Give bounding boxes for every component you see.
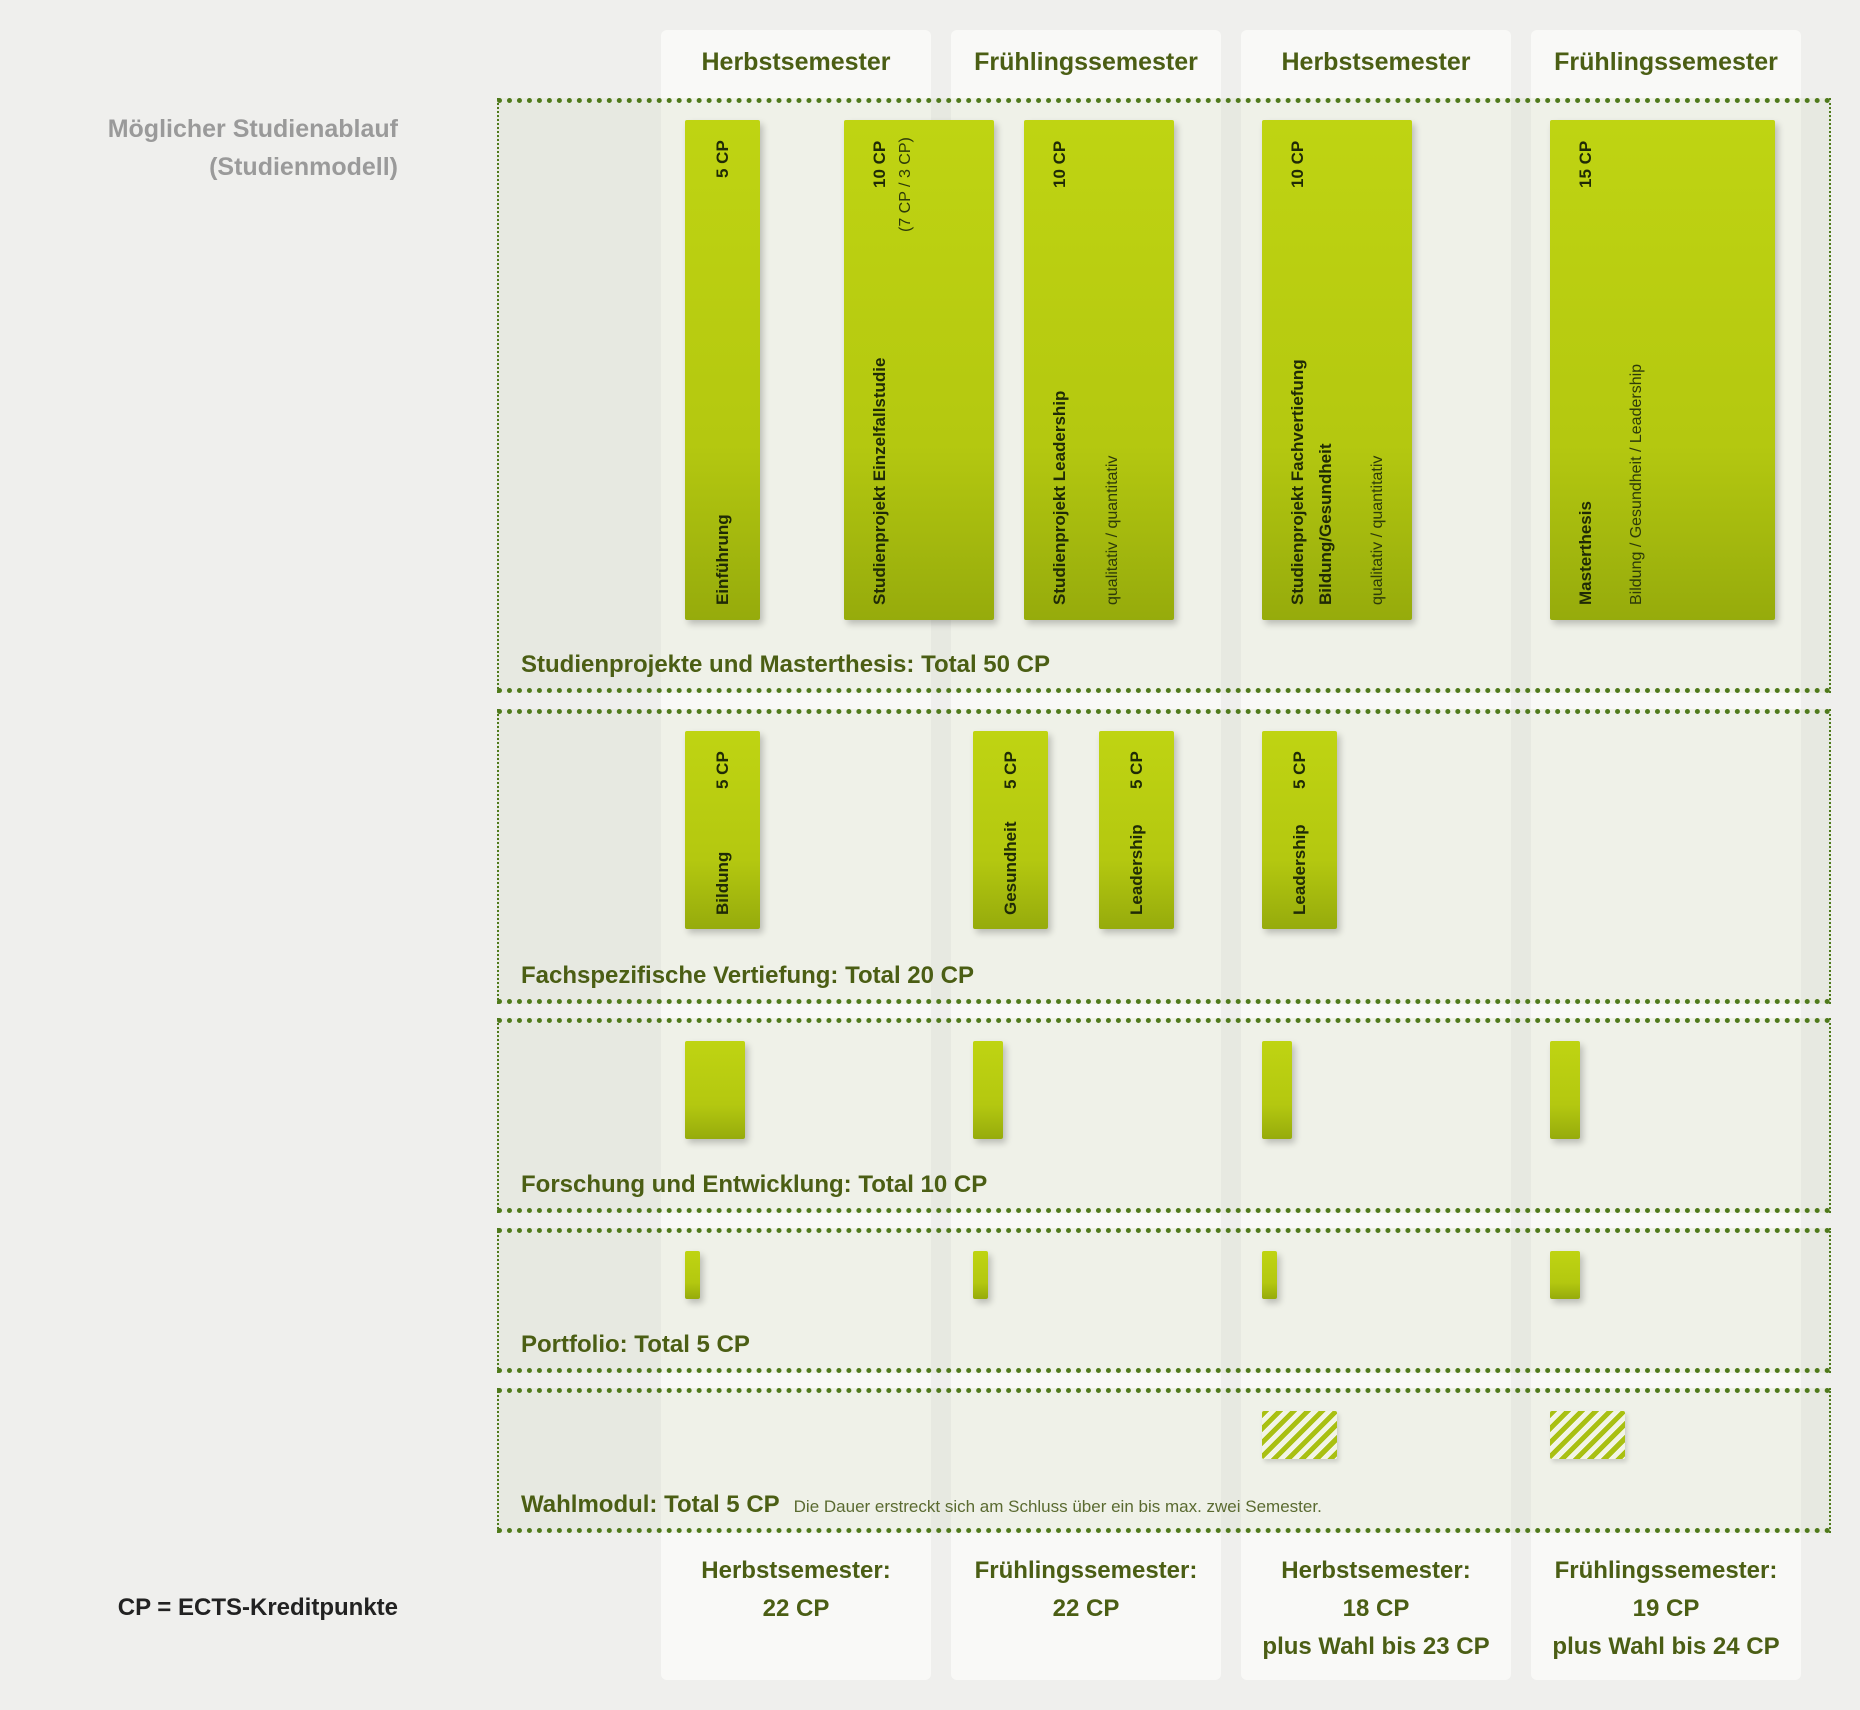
module-cp: 10 CP: [870, 140, 889, 188]
diagram-title: [108, 110, 398, 186]
column-footer-1: [661, 1552, 931, 1628]
module-title: Bildung: [713, 851, 732, 915]
footer-semester: Frühlingssemester:: [1554, 1557, 1778, 1584]
module-title: Leadership: [1127, 824, 1146, 915]
module-title: Gesundheit: [1001, 821, 1020, 915]
diagram-title-line2: (Studienmodell): [209, 153, 398, 181]
footer-cp: 22 CP: [1052, 1595, 1120, 1622]
column-footer-4: [1531, 1552, 1801, 1666]
footer-wahl: plus Wahl bis 23 CP: [1262, 1633, 1490, 1660]
band-wahlmodul: [497, 1388, 1831, 1533]
module-title: Leadership: [1290, 824, 1309, 915]
band-label-portfolio: Portfolio: Total 5 CP: [521, 1331, 750, 1358]
diagram-title-line1: Möglicher Studienablauf: [107, 115, 398, 143]
forschung-block-2: [973, 1041, 1003, 1139]
module-cp: 5 CP: [1001, 751, 1020, 789]
column-header-4: Frühlingssemester: [1554, 48, 1778, 76]
module-cp: 5 CP: [713, 751, 732, 789]
module-title: Studienprojekt Leadership: [1050, 390, 1069, 605]
module-title: Masterthesis: [1576, 501, 1595, 605]
module-title-line2: Bildung/Gesundheit: [1316, 443, 1335, 605]
module-gesundheit: [973, 731, 1048, 929]
forschung-block-3: [1262, 1041, 1292, 1139]
module-leadership-3: [1262, 731, 1337, 929]
footer-semester: Frühlingssemester:: [974, 1557, 1198, 1584]
module-title-line1: Studienprojekt Fachvertiefung: [1288, 359, 1307, 605]
wahlmodul-label-text: Wahlmodul: Total 5 CP: [521, 1491, 780, 1518]
portfolio-block-4: [1550, 1251, 1580, 1299]
module-cp: 10 CP: [1288, 140, 1307, 188]
module-cp: 5 CP: [713, 140, 732, 178]
portfolio-block-3: [1262, 1251, 1277, 1299]
portfolio-block-2: [973, 1251, 988, 1299]
wahlmodul-block-2: [1550, 1411, 1625, 1459]
cp-legend: CP = ECTS-Kreditpunkte: [117, 1594, 398, 1621]
module-cp: 5 CP: [1290, 751, 1309, 789]
module-subtitle: Bildung / Gesundheit / Leadership: [1628, 363, 1645, 605]
module-title: Studienprojekt Einzelfallstudie: [870, 357, 889, 605]
forschung-block-4: [1550, 1041, 1580, 1139]
module-bildung: [685, 731, 760, 929]
module-subtitle: qualitativ / quantitativ: [1369, 455, 1386, 605]
band-label-fachvertiefung: Fachspezifische Vertiefung: Total 20 CP: [521, 962, 974, 989]
module-cp-detail: (7 CP / 3 CP): [897, 137, 914, 232]
module-masterthesis: [1550, 120, 1775, 620]
module-cp: 10 CP: [1050, 140, 1069, 188]
module-einzelfallstudie: [844, 120, 994, 620]
band-portfolio: [497, 1228, 1831, 1373]
footer-semester: Herbstsemester:: [701, 1557, 891, 1584]
module-cp: 15 CP: [1576, 140, 1595, 188]
column-footer-3: [1241, 1552, 1511, 1666]
band-label-forschung: Forschung und Entwicklung: Total 10 CP: [521, 1171, 988, 1198]
module-studienprojekt-leadership: [1024, 120, 1174, 620]
module-fachvertiefung: [1262, 120, 1412, 620]
column-header-2: Frühlingssemester: [974, 48, 1198, 76]
footer-cp: 22 CP: [762, 1595, 830, 1622]
forschung-block-1: [685, 1041, 745, 1139]
band-label-studienprojekte: Studienprojekte und Masterthesis: Total 50 CP: [521, 651, 1050, 678]
module-einfuehrung: [685, 120, 760, 620]
footer-semester: Herbstsemester:: [1281, 1557, 1471, 1584]
footer-wahl: plus Wahl bis 24 CP: [1552, 1633, 1780, 1660]
module-leadership-2: [1099, 731, 1174, 929]
portfolio-block-1: [685, 1251, 700, 1299]
wahlmodul-note: Die Dauer erstreckt sich am Schluss über ein bis max. zwei Semester.: [793, 1497, 1322, 1516]
footer-cp: 19 CP: [1632, 1595, 1700, 1622]
footer-cp: 18 CP: [1342, 1595, 1410, 1622]
band-label-wahlmodul: [521, 1491, 1322, 1519]
wahlmodul-block-1: [1262, 1411, 1337, 1459]
column-header-3: Herbstsemester: [1281, 48, 1471, 76]
column-header-1: Herbstsemester: [701, 48, 891, 76]
module-subtitle: qualitativ / quantitativ: [1104, 455, 1121, 605]
module-cp: 5 CP: [1127, 751, 1146, 789]
column-footer-2: [951, 1552, 1221, 1628]
module-title: Einführung: [713, 514, 732, 605]
